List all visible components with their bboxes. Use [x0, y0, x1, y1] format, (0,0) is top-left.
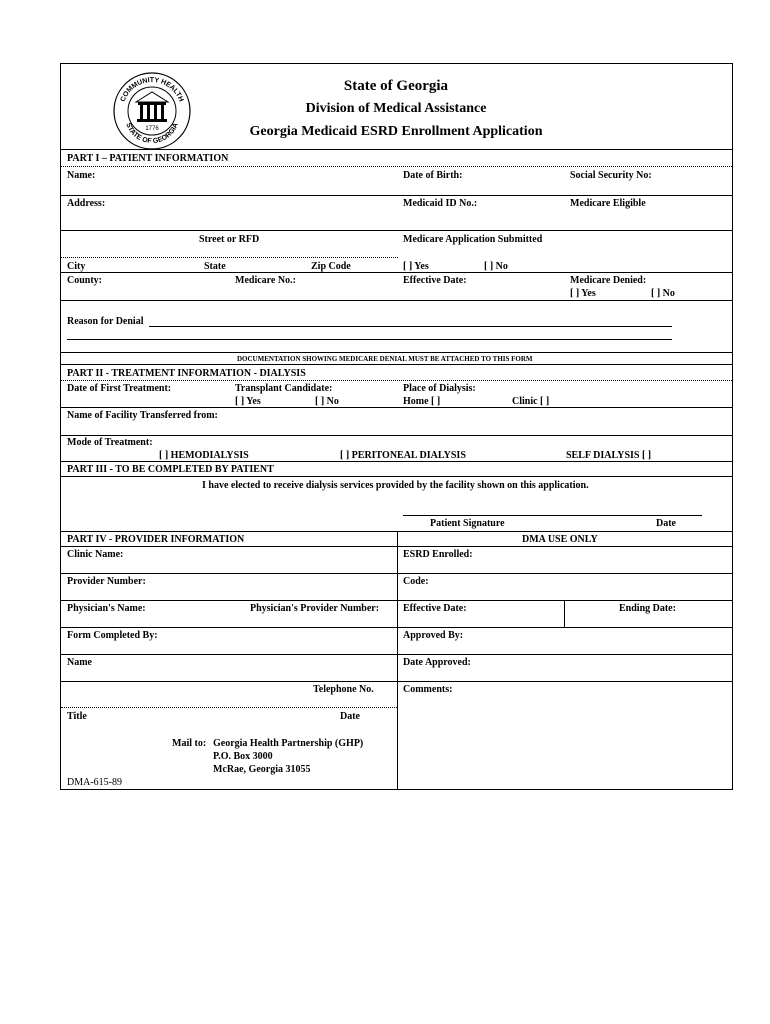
place-label: Place of Dialysis:	[403, 383, 476, 394]
effective-date-label[interactable]: Effective Date:	[403, 275, 467, 286]
part4-heading: PART IV - PROVIDER INFORMATION	[67, 534, 245, 545]
address-label[interactable]: Address:	[67, 198, 106, 209]
dma-effective-date-label[interactable]: Effective Date:	[403, 603, 467, 614]
peritoneal-option[interactable]: [ ] PERITONEAL DIALYSIS	[340, 450, 466, 461]
name-field-label[interactable]: Name	[67, 657, 92, 668]
city-label[interactable]: City	[67, 261, 86, 272]
title-application: Georgia Medicaid ESRD Enrollment Application	[249, 124, 543, 139]
self-dialysis-option[interactable]: SELF DIALYSIS [ ]	[566, 450, 652, 461]
mail-address-line2: P.O. Box 3000	[213, 751, 273, 762]
ssn-label[interactable]: Social Security No:	[570, 170, 652, 181]
hemodialysis-option[interactable]: [ ] HEMODIALYSIS	[159, 450, 249, 461]
ending-date-label[interactable]: Ending Date:	[619, 603, 676, 614]
approved-by-label[interactable]: Approved By:	[403, 630, 464, 641]
place-clinic[interactable]: Clinic [ ]	[512, 396, 550, 407]
transplant-no[interactable]: [ ] No	[315, 396, 339, 407]
title-division: Division of Medical Assistance	[305, 101, 487, 116]
facility-label[interactable]: Name of Facility Transferred from:	[67, 410, 218, 421]
mail-address-line1: Georgia Health Partnership (GHP)	[213, 738, 364, 749]
part1-heading: PART I – PATIENT INFORMATION	[67, 153, 229, 164]
physician-provider-label[interactable]: Physician's Provider Number:	[250, 603, 380, 614]
transplant-yes[interactable]: [ ] Yes	[235, 396, 261, 407]
denied-yes[interactable]: [ ] Yes	[570, 288, 596, 299]
medicare-no-label[interactable]: Medicare No.:	[235, 275, 296, 286]
documentation-note: DOCUMENTATION SHOWING MEDICARE DENIAL MUST BE ATTACHED TO THIS FORM	[237, 355, 533, 363]
medicare-app-no[interactable]: [ ] No	[484, 261, 508, 272]
mail-address-line3: McRae, Georgia 31055	[213, 764, 311, 775]
denied-no[interactable]: [ ] No	[651, 288, 675, 299]
mail-to-label: Mail to:	[172, 738, 207, 749]
completed-by-label[interactable]: Form Completed By:	[67, 630, 158, 641]
name-label[interactable]: Name:	[67, 170, 96, 181]
place-home[interactable]: Home [ ]	[403, 396, 441, 407]
form-number: DMA-615-89	[67, 777, 122, 788]
dma-use-only: DMA USE ONLY	[522, 534, 598, 545]
physician-name-label[interactable]: Physician's Name:	[67, 603, 146, 614]
mode-label: Mode of Treatment:	[67, 437, 153, 448]
medicare-app-label: Medicare Application Submitted	[403, 234, 543, 245]
patient-statement: I have elected to receive dialysis services provided by the facility shown on this application.	[202, 480, 589, 491]
county-label[interactable]: County:	[67, 275, 103, 286]
svg-text:COMMUNITY HEALTH: COMMUNITY HEALTH	[119, 76, 185, 103]
date-approved-label[interactable]: Date Approved:	[403, 657, 471, 668]
transplant-label: Transplant Candidate:	[235, 383, 333, 394]
first-treatment-label[interactable]: Date of First Treatment:	[67, 383, 172, 394]
enrollment-form	[60, 63, 733, 790]
esrd-enrolled-label[interactable]: ESRD Enrolled:	[403, 549, 473, 560]
part2-heading: PART II - TREATMENT INFORMATION - DIALYSIS	[67, 368, 306, 379]
medicare-app-yes[interactable]: [ ] Yes	[403, 261, 429, 272]
signature-label[interactable]: Patient Signature	[430, 518, 505, 529]
svg-text:1776: 1776	[145, 126, 159, 132]
medicare-eligible-label: Medicare Eligible	[570, 198, 646, 209]
state-label[interactable]: State	[204, 261, 226, 272]
street-label[interactable]: Street or RFD	[199, 234, 260, 245]
clinic-name-label[interactable]: Clinic Name:	[67, 549, 124, 560]
georgia-seal	[111, 70, 193, 152]
medicaid-id-label[interactable]: Medicaid ID No.:	[403, 198, 478, 209]
zip-label[interactable]: Zip Code	[311, 261, 351, 272]
telephone-label[interactable]: Telephone No.	[313, 684, 374, 695]
code-label[interactable]: Code:	[403, 576, 429, 587]
reason-label[interactable]: Reason for Denial	[67, 316, 144, 327]
svg-text:STATE OF GEORGIA: STATE OF GEORGIA	[124, 121, 180, 146]
signature-date-label[interactable]: Date	[656, 518, 676, 529]
title-state: State of Georgia	[343, 78, 449, 94]
title-field-label[interactable]: Title	[67, 711, 87, 722]
dob-label[interactable]: Date of Birth:	[403, 170, 463, 181]
provider-number-label[interactable]: Provider Number:	[67, 576, 146, 587]
comments-label[interactable]: Comments:	[403, 684, 453, 695]
part3-heading: PART III - TO BE COMPLETED BY PATIENT	[67, 464, 274, 475]
medicare-denied-label: Medicare Denied:	[570, 275, 647, 286]
date-field-label[interactable]: Date	[340, 711, 360, 722]
